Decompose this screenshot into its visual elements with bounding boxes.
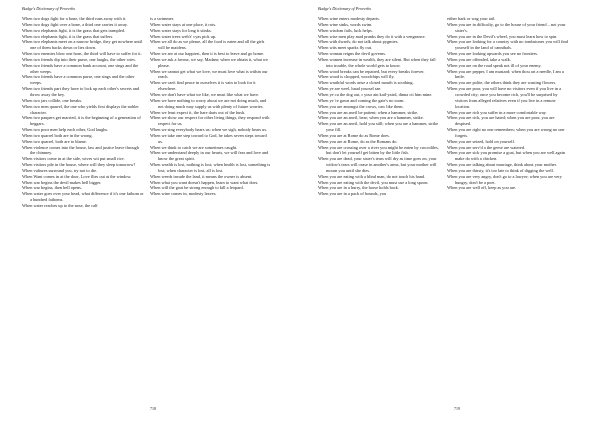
proverb-entry: When you are polite, the others think they are wasting flowers. [447, 80, 557, 86]
proverb-entry: When you are an anvil be patient; when a hammer, strike. [318, 109, 419, 115]
proverb-entry: When water stays at one place, it rots. [150, 21, 216, 27]
proverb-entry: When you are pepper, I am mustard; when thou art a needle, I am a knife. [447, 68, 564, 80]
proverb-entry: When wits meet sparks fly out. [318, 45, 373, 51]
proverb-entry: When woman reigns the devil governs. [318, 51, 387, 57]
page-number: 719 [454, 406, 460, 411]
proverb-entry: When two dogs fight over a bone, a third one carries it away. [22, 21, 128, 27]
proverb-entry: When you are talking about marriage, think about your mother. [447, 162, 557, 168]
proverb-entry: When you are at Rome, do as the Romans do. [318, 138, 398, 144]
proverb-entry: When wine comes in, modesty leaves. [150, 191, 217, 197]
proverb-entry: When you are amongst the crows, caw like them. [318, 103, 404, 109]
proverb-entry: When two paupers get married, it is the beginning of a generation of beggars. [22, 115, 141, 127]
proverb-entry: When women increase in wealth, they are silent. But when they fall into trouble, the whole world gets to know. [318, 56, 436, 68]
proverb-entry: When we don't have what we like, we must like what we have. [150, 91, 260, 97]
proverb-entry: When you are looking upwards you see no frontiers. [447, 51, 539, 57]
proverb-entry: When wise men play mad pranks they do it with a vengeance. [318, 33, 426, 39]
proverb-entry: When wood is chopped, woodchips will fly. [318, 74, 395, 80]
proverb-entry: When we think to catch we are sometimes caught. [150, 144, 238, 150]
proverb-entry: When what you want doesn't happen, learn to want what does. [150, 179, 259, 185]
proverb-entry: When wealth is lost, nothing is lost; when health is lost, something is lost; when character is lost, all is lost. [150, 162, 271, 173]
column [22, 16, 150, 209]
proverb-entry: When two friends dip into their purse, one laughs, the other cries. [22, 56, 136, 62]
proverb-entry: When two poor men help each other, God laughs. [22, 127, 109, 133]
proverb-entry: When we cannot get what we love, we must love what is within our reach. [150, 68, 268, 80]
proverb-entry: When you are rich you suffer in a more comfortable way. [447, 109, 547, 115]
proverb-entry: When water reaches up to the nose, the calf [22, 203, 98, 208]
proverb-entry: When you are seized, hold on yourself. [447, 138, 516, 144]
proverb-entry: When with dwarfs, do not talk about pygmies. [318, 39, 399, 45]
proverb-entry: When we all do as we please, all the food is eaten and all the girls will be maidens. [150, 39, 265, 51]
proverb-entry: When you are an anvil, bear; when you are a hammer, strike. [318, 115, 424, 121]
proverb-entry: When two quarrel both are in the wrong. [22, 132, 93, 138]
text-columns [22, 16, 278, 209]
proverb-entry: When wine enters modesty departs. [318, 16, 380, 21]
proverb-entry: When you are in the Devil's wheel, you must learn how to spin. [447, 33, 558, 39]
proverb-entry: When visitors come in at the side, wives wit put small rice. [22, 156, 125, 162]
proverb-entry: When you are poor, you will have no visitors even if you live in a crowded city; once you become rich, you'll be surprised by visitors from alleged relatives even if you live in a remote location. [447, 86, 562, 109]
proverb-entry: When we take one step toward to God, he takes seven steps toward us. [150, 132, 267, 144]
proverb-entry: When two elephants meet on a narrow bridge, they get nowhere until one of them backs down or lies down. [22, 39, 143, 51]
running-head: Budge's Dictionary of Proverbs [22, 6, 75, 11]
proverb-entry: When wood breaks can be repaired, but every breaks forever. [318, 68, 425, 74]
proverb-entry: When ye 're gawn and coming the gate's no toom. [318, 97, 405, 103]
proverb-entry: When water trees weh'z' cyas pick up. [150, 33, 217, 39]
proverb-entry: either bark or wag your tail. [447, 16, 496, 21]
proverb-entry: When wrathful words arise a closed mouth is soothing. [318, 80, 414, 86]
proverb-entry: When we understand deeply in our hearts, we will fear and love and know the great spirit. [150, 150, 269, 162]
page-number: 718 [150, 406, 156, 411]
proverb-entry: When we sing everybody hears us; when we sigh, nobody hears us. [150, 127, 268, 133]
proverb-entry: When two men quarrel, the one who yields first displays the nobler character. [22, 103, 139, 115]
proverb-entry: When you are crossing over a river you might be eaten by crocodiles, but don't let yourself get bitten by the little fish. [318, 144, 439, 156]
proverb-entry: When two friends have a common bank account, one sings and the other weeps. [22, 62, 139, 74]
proverb-entry: When we have nothing to worry about we are not doing much, and not doing much may supply us with plenty of future worries. [150, 97, 267, 109]
proverb-entry: When war begins the devil makes hell bigger. [22, 179, 102, 185]
proverb-entry: When wisdom fails, luck helps. [318, 27, 373, 33]
text-columns [318, 16, 576, 197]
running-head: Budge's Dictionary of Proverbs [318, 6, 371, 11]
proverb-entry: When wine sinks, words swim. [318, 21, 373, 27]
column [318, 16, 447, 197]
proverb-entry: When you are eating with the devil, you must use a long spoon. [318, 179, 429, 185]
proverb-entry: When two jars collide, one breaks. [22, 97, 83, 103]
proverb-entry: When visitors pile in the house, where will they sleep tomorrow? [22, 162, 136, 168]
proverb-entry: When two elephants fight, it is the grass that gets trampled. [22, 27, 126, 33]
proverb-entry: When vultures surround you, try not to die. [22, 167, 98, 173]
proverb-entry: When two enemies blow one horn, the third will have to suffer for it. [22, 51, 142, 57]
proverb-entry: When we are at our happiest, then it is best to leave and go home. [150, 51, 265, 57]
proverb-entry: When ye are weel, haud yoursel sae. [318, 86, 382, 92]
proverb-entry: When we least expect it, the hare darts out of the bush. [150, 109, 246, 115]
proverb-entry: When we can't find peace in ourselves it is vain to look for it elsewhere. [150, 80, 256, 92]
proverb-entry: When you are right no one remembers; when you are wrong no one forgets. [447, 127, 565, 138]
proverb-entry: When you are on the road speak not ill of your enemy. [447, 62, 542, 68]
proverb-entry: When you are offended, take a walk. [447, 56, 511, 62]
proverb-entry: When you are an anvil, hold you still; when you are a hammer, strike your fill. [318, 121, 439, 133]
proverb-entry: When you are rich, you are hated; when you are poor, you are despised. [447, 115, 555, 127]
proverb-entry: When water stays for long it stinks. [150, 27, 212, 33]
proverb-entry: When weeds invade the land, it means the owner is absent. [150, 173, 253, 179]
proverb-entry: is a swimmer. [150, 16, 175, 21]
proverb-entry: When two friends part they have to lock up each other's secrets and throw away the key. [22, 86, 140, 97]
proverb-entry: When two friends have a common purse, one sings and the other weeps. [22, 74, 135, 86]
proverb-entry: When you are in difficulty, go to the house of your friend – not your sister's. [447, 21, 566, 33]
proverb-entry: When you are eating with a blind man, do not touch his hand. [318, 173, 426, 179]
proverb-entry: When war begins, then hell opens. [22, 185, 82, 191]
proverb-entry: When two elephants fight, it is the grass that suffers. [22, 33, 114, 39]
proverb-entry: When two dogs fight for a bone, the third runs away with it. [22, 16, 127, 21]
proverb-entry: When violence comes into the house, law and justice leave through the chimney. [22, 144, 139, 156]
right-page [300, 0, 600, 424]
proverb-entry: When you are dead, your sister's tears will dry as time goes on, your widow's tears will cease in another's arms, but your mother will mourn you until she dies. [318, 156, 437, 173]
column [150, 16, 278, 209]
proverb-entry: When you are thirsty, it's too late to think of digging the well. [447, 167, 554, 173]
proverb-entry: When you are in a pack of hounds, you [318, 191, 387, 197]
proverb-entry: When two quarrel, both are to blame. [22, 138, 87, 144]
proverb-entry: When will the goat be strong enough to kill a leopard. [150, 185, 244, 191]
proverb-entry: When you are serv'd a the geese are watered. [447, 144, 526, 150]
column [447, 16, 576, 197]
proverb-entry: When you are looking for a country with no tombstones you will find yourself in the land of cannibals. [447, 39, 568, 51]
proverb-entry: When you are at Rome do as Rome does. [318, 132, 390, 138]
proverb-entry: When we show our respect for other living things, they respond with respect for us. [150, 115, 270, 127]
proverb-entry: When you are sick you promise a goat, but when you are well again make do with a chicken. [447, 150, 565, 162]
proverb-entry: When ye cu the dog out, r your ain kail-yaird, dinna cit him mine. [318, 91, 433, 97]
proverb-entry: When you are well off, keep as you are. [447, 185, 517, 191]
proverb-entry: When Want comes in at the door, Love flies out at the window. [22, 173, 132, 179]
proverb-entry: When you are very angry, don't go to a lawyer; when you are very hungry, don't be a poet. [447, 173, 562, 185]
proverb-entry: When water goes over your head, what difference if it's one fathom or a hundred fathoms. [22, 191, 144, 203]
proverb-entry: When you are in a hurry, the horse holds back. [318, 185, 399, 191]
proverb-entry: When we ask a favour, we say, Madam; when we obtain it, what we please. [150, 56, 268, 68]
